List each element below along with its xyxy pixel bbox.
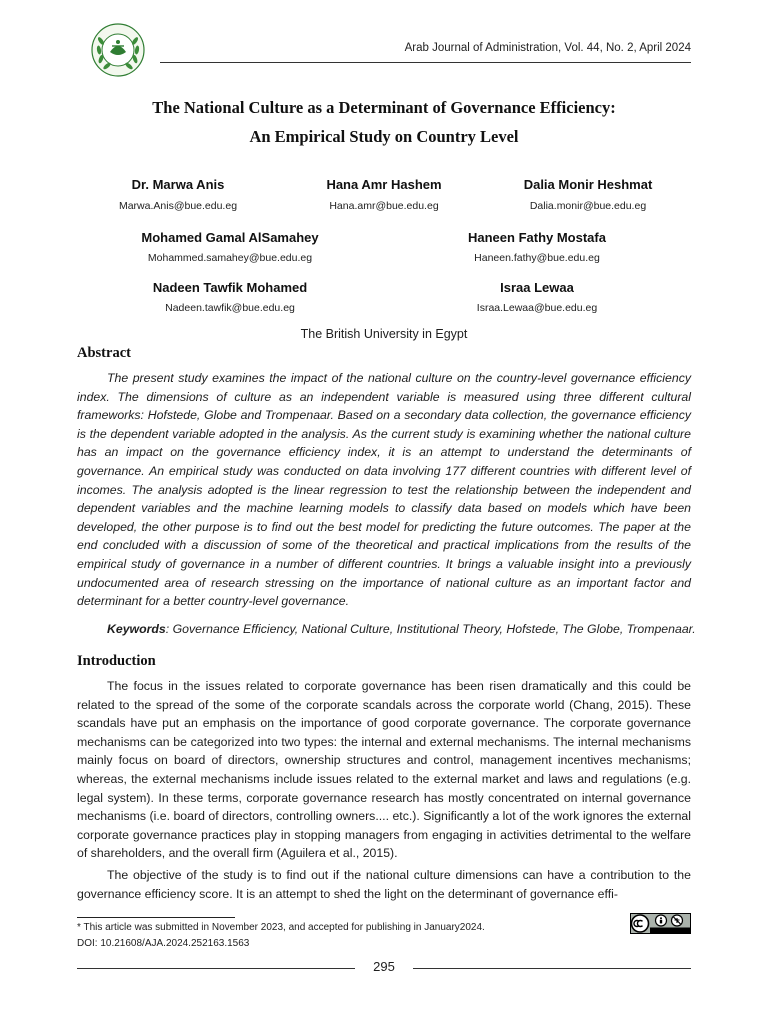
footer-divider-right <box>413 968 691 969</box>
affiliation: The British University in Egypt <box>300 327 468 341</box>
introduction-paragraph: The objective of the study is to find out if the national culture dimensions can have a contribution to the governance efficiency score. It is an attempt to shed the light on the determinant of governance effi- <box>77 868 691 901</box>
author-email: Haneen.fathy@bue.edu.eg <box>474 252 600 264</box>
footer-divider-left <box>77 968 355 969</box>
author-name: Dr. Marwa Anis <box>131 177 225 192</box>
cc-by-nc-icon <box>630 913 691 934</box>
keywords <box>77 622 696 636</box>
author-name: Nadeen Tawfik Mohamed <box>152 280 308 295</box>
author-email: Mohammed.samahey@bue.edu.eg <box>147 252 313 264</box>
author-email: Nadeen.tawfik@bue.edu.eg <box>165 302 295 314</box>
abstract-heading: Abstract <box>77 345 131 361</box>
author-email: Israa.Lewaa@bue.edu.eg <box>476 302 598 314</box>
paper-title-line2: An Empirical Study on Country Level <box>249 127 519 146</box>
journal-citation: Arab Journal of Administration, Vol. 44, No. 2, April 2024 <box>404 42 691 54</box>
author-name: Dalia Monir Heshmat <box>523 177 653 192</box>
author-name: Israa Lewaa <box>500 280 574 295</box>
author-email: Dalia.monir@bue.edu.eg <box>529 200 647 212</box>
abstract-text: The present study examines the impact of the national culture on the country-level governance efficiency index. The dimensions of culture as an independent variable is measured using three different cultural frameworks: Hofstede, Globe and Trompenaar. Based on a secondary data collection, the governance efficiency is the dependent variable adopted in the analysis. As the current study is examining whether the national culture has an impact on the governance efficiency index, it is an attempt to understand the determinants of governance. An empirical study was conducted on data involving 177 different countries with different level of incomes. The analysis adopted is the linear regression to test the relationship between the independent and dependent variables and the machine learning models to classify data based on models which have been developed, the other purpose is to find out the best model for predicting the future outcomes. The paper at the end concluded with a discussion of some of the theoretical and practical implications from the results of the empirical study of governance in a number of different countries. It brings a valuable insight into a previously undocumented area of research stressing on the importance of national culture as an important factor and determinant for a better country-level governance. <box>77 371 691 609</box>
author-email: Hana.amr@bue.edu.eg <box>329 200 439 212</box>
page-number: 295 <box>373 959 395 974</box>
keywords-label: Keywords <box>107 622 166 636</box>
footnote-submission: * This article was submitted in November 2023, and accepted for publishing in January2024. <box>77 922 485 933</box>
paper-title-line1: The National Culture as a Determinant of Governance Efficiency: <box>152 98 616 117</box>
footnote-divider <box>77 917 235 918</box>
header-divider <box>160 62 691 63</box>
introduction-heading: Introduction <box>77 653 156 669</box>
author-name: Mohamed Gamal AlSamahey <box>141 230 319 245</box>
author-email: Marwa.Anis@bue.edu.eg <box>118 200 238 212</box>
footnote-doi: DOI: 10.21608/AJA.2024.252163.1563 <box>77 938 250 949</box>
author-name: Haneen Fathy Mostafa <box>468 230 606 245</box>
journal-logo <box>90 22 146 78</box>
author-name: Hana Amr Hashem <box>326 177 442 192</box>
keywords-text: : Governance Efficiency, National Culture, Institutional Theory, Hofstede, The Globe, Trompenaar. <box>165 622 696 636</box>
introduction-paragraph: The focus in the issues related to corporate governance has been risen dramatically and this could be related to the spread of the some of the corporate scandals across the corporate world (Chang, 2015). These scandals have put an emphasis on the importance of good corporate governance. The corporate governance mechanisms can be categorized into two types: the internal and external mechanisms. The internal mechanisms mainly focus on board of directors, ownership structures and control, management incentives mechanisms; whereas, the external mechanisms include issues related to the external market and laws and regulations (e.g. legal system). In these terms, corporate governance research has mostly concentrated on internal governance mechanisms (i.e. board of directors, controlling owners.... etc.). Significantly a lot of the work ignores the external corporate governance practices play in stopping managers from engaging in activities detrimental to the welfare of shareholders, and the overall firm (Aguilera et al., 2015). <box>77 679 691 861</box>
